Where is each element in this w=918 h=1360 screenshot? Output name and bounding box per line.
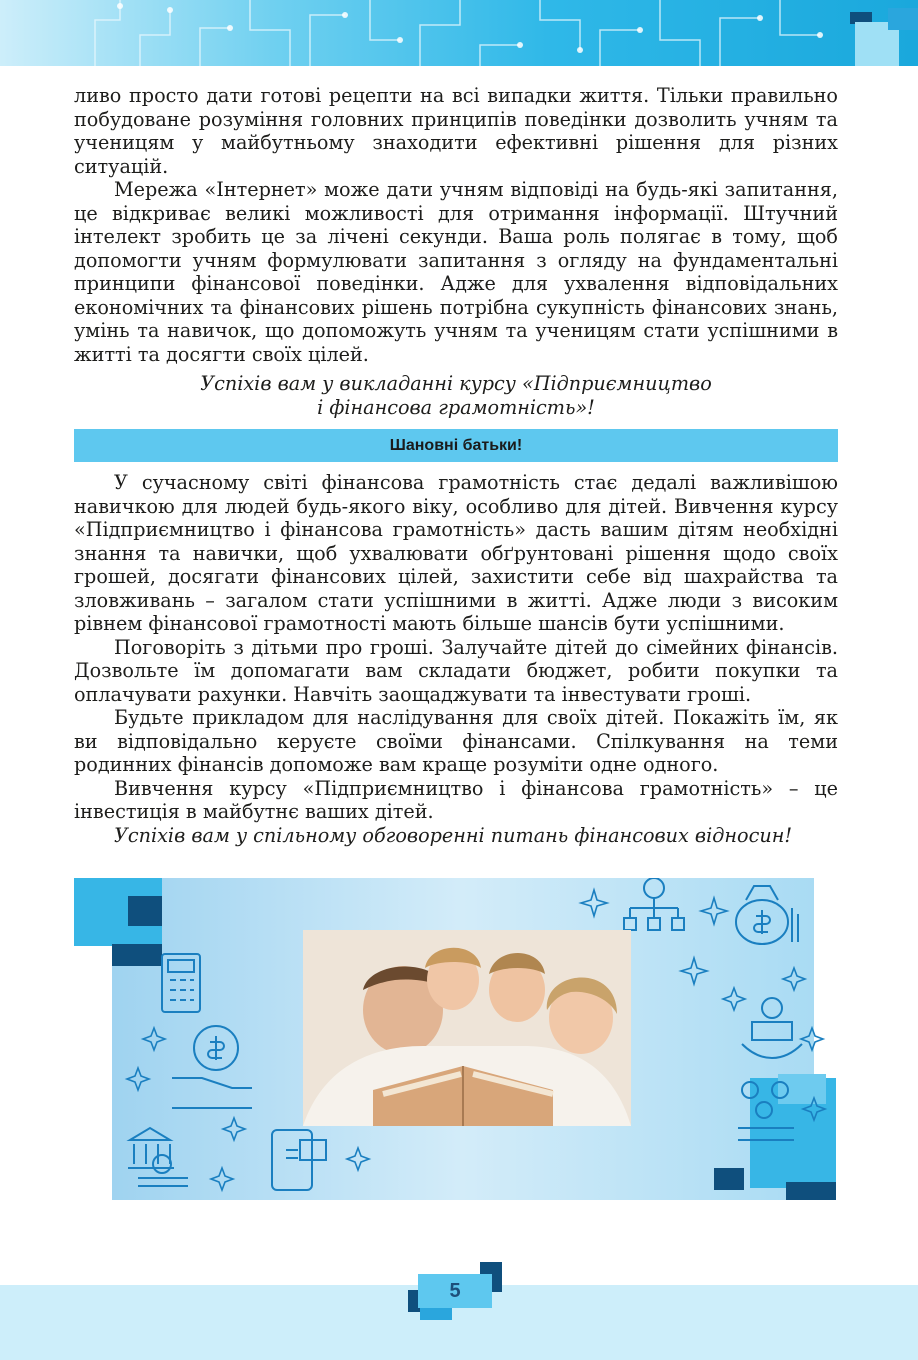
teacher-closing bbox=[74, 372, 838, 419]
network-dollar-icon bbox=[624, 878, 684, 930]
paragraph: ливо просто дати готові рецепти на всі випадки життя. Тільки правильно побудоване розуміння головних принципів поведінки дозволить учням та ученицям у майбутньому знаходити ефективні рішення для різних ситуацій. bbox=[74, 84, 838, 178]
closing-line: і фінансова грамотність»! bbox=[317, 395, 595, 419]
paragraph: Вивчення курсу «Підприємництво і фінансова грамотність» – це інвестиція в майбутнє ваших дітей. bbox=[74, 776, 838, 823]
paragraph: Будьте прикладом для наслідування для своїх дітей. Покажіть їм, як ви відповідально керуєте своїми фінансами. Спілкування на теми родинних фінансів допоможе вам краще розуміти одне одного. bbox=[74, 706, 838, 776]
phone-payment-icon bbox=[272, 1130, 326, 1190]
corner-square-mid bbox=[888, 8, 918, 30]
section-heading bbox=[74, 429, 838, 462]
money-hand-icon bbox=[172, 1026, 252, 1108]
family-reading-illustration bbox=[303, 930, 631, 1126]
page-number bbox=[418, 1274, 492, 1308]
parents-text bbox=[74, 471, 838, 847]
dollar-coin-icon bbox=[742, 998, 802, 1058]
page-number-text: 5 bbox=[449, 1279, 461, 1302]
circuit-pattern bbox=[0, 0, 918, 66]
team-icon bbox=[738, 1082, 794, 1140]
parents-closing: Успіхів вам у спільному обговоренні питань фінансових відносин! bbox=[114, 823, 793, 847]
paragraph: Мережа «Інтернет» може дати учням відповіді на будь-які запитання, це відкриває великі можливості для отримання інформації. Штучний інтелект зробить це за лічені секунди. Ваша роль полягає в тому, щоб допомогти учням формулювати запитання з огляду на фундаментальні принципи фінансової поведінки. Адже для ухвалення відповідальних економічних та фінансових рішень потрібна сукупність фінансових знань, умінь та навичок, що допоможуть учням та ученицям стати успішними в житті та досягти своїх цілей. bbox=[74, 178, 838, 366]
money-bag-icon bbox=[736, 886, 798, 944]
section-title: Шановні батьки! bbox=[389, 436, 523, 454]
paragraph: У сучасному світі фінансова грамотність стає дедалі важливішою навичкою для людей будь-якого віку, особливо для дітей. Вивчення курсу «Підприємництво і фінансова грамотність» дасть вашим дітям необхідні знання та навички, щоб ухвалювати обґрунтовані рішення щодо своїх грошей, досягати фінансових цілей, захистити себе від шахрайства та зловживань – загалом стати успішними в житті. Адже люди з високим рівнем фінансової грамотності мають більше шансів бути успішними. bbox=[74, 471, 838, 635]
family-photo bbox=[303, 930, 631, 1126]
intro-text bbox=[74, 84, 838, 366]
paragraph: Поговоріть з дітьми про гроші. Залучайте дітей до сімейних фінансів. Дозвольте їм допомагати вам складати бюджет, робити покупки та оплачувати рахунки. Навчіть заощаджувати та інвестувати гроші. bbox=[74, 635, 838, 706]
closing-line: Успіхів вам у викладанні курсу «Підприємництво bbox=[200, 372, 712, 395]
calculator-icon bbox=[162, 954, 200, 1012]
bank-icon bbox=[128, 1128, 174, 1168]
top-banner bbox=[0, 0, 918, 66]
